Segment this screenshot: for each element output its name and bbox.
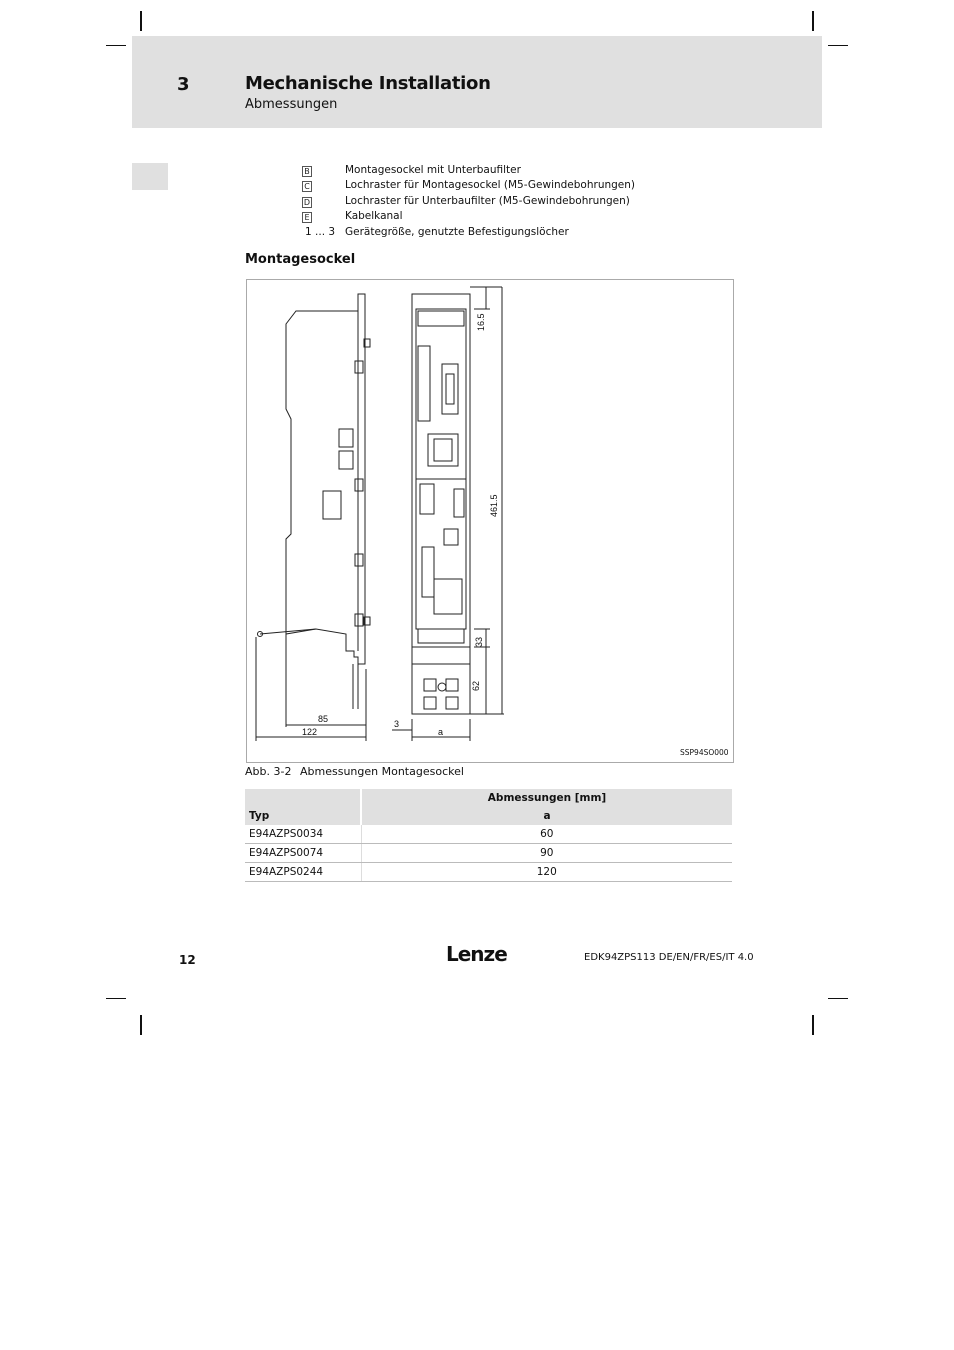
- crop-mark: [828, 998, 848, 999]
- table-header-row: [245, 789, 732, 807]
- table-header-row: [245, 807, 732, 825]
- figure-code: SSP94SO000: [680, 748, 729, 757]
- table-cell-type: E94AZPS0034: [245, 825, 361, 844]
- table-group-header: Abmessungen [mm]: [361, 789, 732, 807]
- table-cell-a: 60: [361, 825, 732, 844]
- dim-a: a: [438, 727, 444, 737]
- crop-mark: [106, 45, 126, 46]
- table-col-a: a: [361, 807, 732, 825]
- dimensions-table: [245, 789, 732, 882]
- legend-key: C: [302, 181, 312, 192]
- chapter-subtitle: Abmessungen: [245, 97, 338, 112]
- crop-mark: [812, 1015, 814, 1035]
- table-cell-a: 90: [361, 844, 732, 863]
- figure-caption-label: Abb. 3-2: [245, 765, 292, 778]
- dimension-drawing: [246, 279, 733, 762]
- legend-key: B: [302, 166, 312, 177]
- table-row: [245, 863, 732, 882]
- lenze-logo: Lenze: [446, 942, 507, 966]
- legend-key: 1 ... 3: [305, 226, 336, 238]
- chapter-number: 3: [177, 74, 190, 95]
- table-cell-type: E94AZPS0244: [245, 863, 361, 882]
- dim-85: 85: [318, 714, 329, 724]
- legend-key: D: [303, 198, 311, 207]
- crop-mark: [140, 11, 142, 31]
- dim-33: 33: [474, 636, 484, 647]
- page-number: 12: [179, 953, 196, 967]
- dim-62: 62: [471, 680, 481, 691]
- legend-key: E: [302, 212, 312, 223]
- figure-caption-text: Abmessungen Montagesockel: [300, 765, 464, 778]
- table-cell-a: 120: [361, 863, 732, 882]
- legend-text: Gerätegröße, genutzte Befestigungslöcher: [345, 226, 569, 238]
- dim-16-5: 16.5: [476, 313, 486, 331]
- table-row: [245, 825, 732, 844]
- crop-mark: [106, 998, 126, 999]
- dim-122: 122: [302, 727, 318, 737]
- crop-mark: [140, 1015, 142, 1035]
- document-code: EDK94ZPS113 DE/EN/FR/ES/IT 4.0: [584, 952, 754, 963]
- legend-text: Lochraster für Unterbaufilter (M5-Gewindebohrungen): [345, 195, 630, 207]
- legend-text: Montagesockel mit Unterbaufilter: [345, 164, 521, 176]
- dim-3: 3: [394, 719, 400, 729]
- table-col-type: Typ: [245, 807, 361, 825]
- dim-461-5: 461.5: [489, 494, 499, 517]
- side-tab-marker: [132, 163, 168, 190]
- table-cell-type: E94AZPS0074: [245, 844, 361, 863]
- chapter-title: Mechanische Installation: [245, 73, 491, 94]
- section-title: Montagesockel: [245, 252, 356, 267]
- legend-text: Lochraster für Montagesockel (M5-Gewindebohrungen): [345, 179, 636, 191]
- legend-text: Kabelkanal: [345, 210, 403, 222]
- crop-mark: [812, 11, 814, 31]
- crop-mark: [828, 45, 848, 46]
- table-row: [245, 844, 732, 863]
